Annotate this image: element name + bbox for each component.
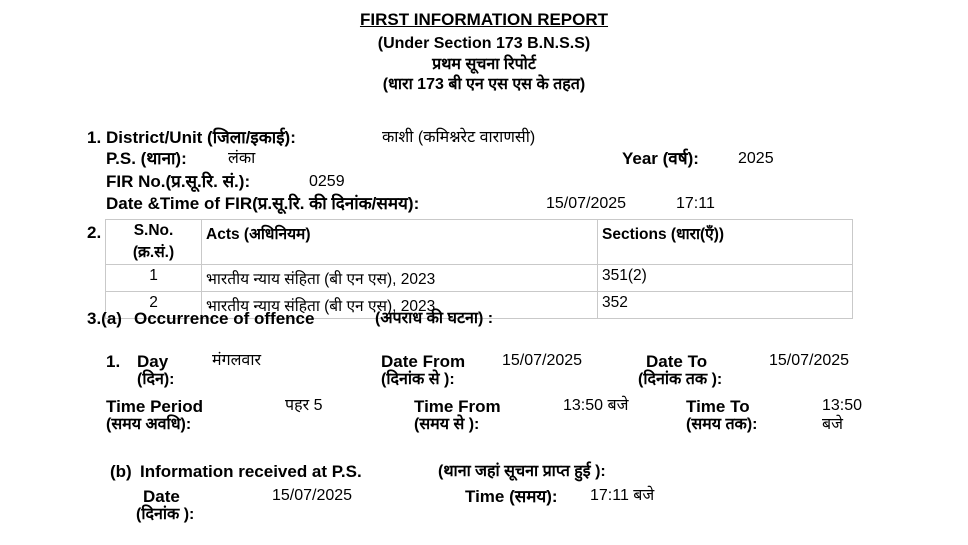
received-date-label: Date: [143, 487, 180, 506]
occurrence-heading-hi: (अपराध की घटना) :: [375, 310, 494, 327]
time-period-value: पहर 5: [285, 397, 323, 414]
acts-table: [105, 219, 853, 319]
fir-number-label: FIR No.(प्र.सू.रि. सं.):: [106, 172, 251, 191]
report-title-hi: प्रथम सूचना रिपोर्ट: [432, 56, 536, 73]
date-to-label-hi: (दिनांक तक ):: [638, 371, 723, 388]
row-sno: 1: [106, 265, 202, 292]
year-value: 2025: [738, 150, 774, 167]
row-sno: 2: [106, 292, 202, 319]
year-label: Year (वर्ष):: [622, 149, 699, 168]
fir-datetime-label: Date &Time of FIR(प्र.सू.रि. की दिनांक/समय):: [106, 194, 420, 213]
received-date-value: 15/07/2025: [272, 487, 353, 504]
row-act: भारतीय न्याय संहिता (बी एन एस), 2023: [202, 292, 598, 319]
date-from-label: Date From: [381, 352, 466, 371]
row-section: 351(2): [598, 265, 853, 292]
section1-number: 1.: [87, 128, 102, 147]
day-value: मंगलवार: [212, 352, 262, 369]
ps-value: लंका: [228, 150, 256, 167]
info-received-heading: Information received at P.S.: [140, 462, 362, 481]
section2-number: 2.: [87, 223, 102, 242]
time-from-value: 13:50 बजे: [563, 397, 629, 414]
row-section: 352: [598, 292, 853, 319]
fir-number-value: 0259: [309, 173, 345, 190]
date-from-label-hi: (दिनांक से ):: [381, 371, 455, 388]
sections-header: Sections (धारा(एँ)): [598, 220, 853, 265]
section3-number: 3.(a): [87, 309, 122, 328]
district-label: District/Unit (जिला/इकाई):: [106, 128, 296, 147]
info-received-heading-hi: (थाना जहां सूचना प्राप्त हुई ):: [438, 463, 606, 480]
received-time-value: 17:11 बजे: [590, 487, 655, 504]
time-from-label: Time From: [414, 397, 501, 416]
time-to-label-hi: (समय तक):: [686, 416, 758, 433]
sno-header-en: S.No.: [133, 222, 174, 239]
report-subtitle-hi: (धारा 173 बी एन एस एस के तहत): [382, 76, 586, 93]
day-label-hi: (दिन):: [137, 371, 175, 388]
time-to-suffix: बजे: [822, 416, 844, 433]
occurrence-item-number: 1.: [106, 352, 121, 371]
table-row: [106, 265, 853, 292]
report-subtitle-en: (Under Section 173 B.N.S.S): [377, 35, 591, 52]
time-period-label: Time Period: [106, 397, 203, 416]
fir-date-value: 15/07/2025: [546, 195, 627, 212]
acts-table-header: [106, 220, 853, 265]
occurrence-heading: Occurrence of offence: [134, 309, 315, 328]
received-date-label-hi: (दिनांक ):: [136, 506, 195, 523]
received-time-label: Time (समय):: [465, 487, 558, 506]
district-value: काशी (कमिश्नरेट वाराणसी): [382, 129, 536, 146]
time-to-value: 13:50: [822, 397, 863, 414]
time-period-label-hi: (समय अवधि):: [106, 416, 192, 433]
fir-time-value: 17:11: [676, 195, 715, 212]
row-act: भारतीय न्याय संहिता (बी एन एस), 2023: [202, 265, 598, 292]
ps-label: P.S. (थाना):: [106, 149, 187, 168]
date-to-label: Date To: [646, 352, 708, 371]
time-to-label: Time To: [686, 397, 750, 416]
report-title: FIRST INFORMATION REPORT: [359, 10, 609, 29]
date-from-value: 15/07/2025: [502, 352, 583, 369]
sno-header-hi: (क्र.सं.): [132, 244, 175, 261]
acts-header: Acts (अधिनियम): [202, 220, 598, 265]
day-label: Day: [137, 352, 169, 371]
section3b-number: (b): [110, 462, 132, 481]
date-to-value: 15/07/2025: [769, 352, 850, 369]
time-from-label-hi: (समय से ):: [414, 416, 480, 433]
sno-header: [106, 220, 202, 265]
